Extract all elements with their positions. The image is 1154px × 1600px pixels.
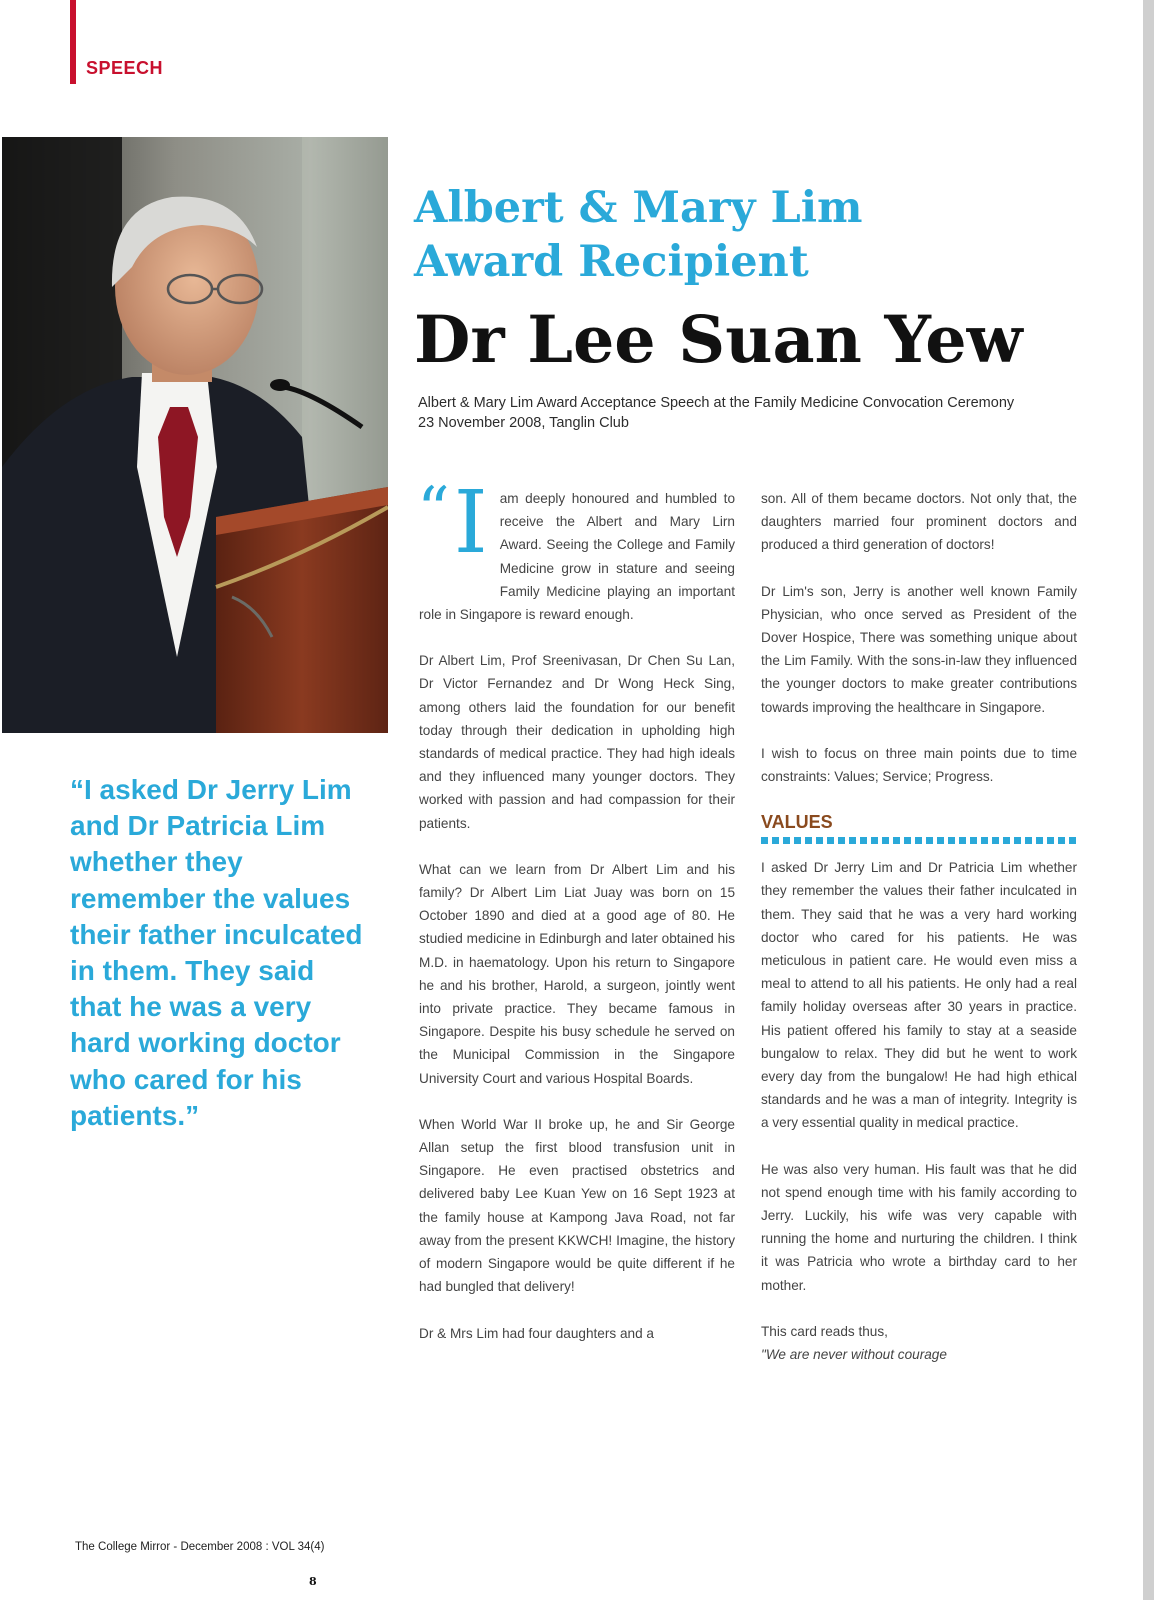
speaker-photo — [2, 137, 388, 733]
pull-quote: “I asked Dr Jerry Lim and Dr Patricia Lim whether they remember the values their father inculcated in them. They said that he was a very hard working doctor who cared for his patients.” — [70, 774, 363, 1131]
page-number: 8 — [309, 1575, 317, 1588]
article-column-1 — [417, 473, 735, 1368]
section-heading-values: VALUES — [761, 812, 833, 833]
section-label: SPEECH — [86, 58, 164, 78]
article-paragraph: He was also very human. His fault was that he did not spend enough time with his family according to Jerry. Luckily, his wife was very capable with running the home and nurturing the children. I think it was Patricia who wrote a birthday card to her mother. — [761, 1161, 1077, 1293]
section-marker-bar — [70, 0, 76, 84]
article-paragraph: Dr Albert Lim, Prof Sreenivasan, Dr Chen Su Lan, Dr Victor Fernandez and Dr Wong Heck Sing, among others laid the foundation for our benefit today through their dedication in upholding high standards of medical practice. They had high ideals and they influenced many younger doctors. They worked with passion and had compassion for their patients. — [419, 653, 735, 831]
subtitle-date-venue: 23 November 2008, Tanglin Club — [418, 415, 629, 431]
headline-line-1: Albert & Mary Lim — [414, 183, 863, 233]
article-column-2 — [761, 487, 1077, 1389]
open-quote-mark: “ — [417, 474, 450, 548]
card-quote: "We are never without courage — [761, 1347, 947, 1363]
subtitle-event: Albert & Mary Lim Award Acceptance Speech at the Family Medicine Convocation Ceremony — [418, 395, 1015, 411]
drop-cap: I — [453, 473, 488, 573]
article-paragraph: When World War II broke up, he and Sir George Allan setup the first blood transfusion unit in Singapore. He even practised obstetrics and delivered baby Lee Kuan Yew on 16 Sept 1923 at the family house at Kampong Java Road, not far away from the present KKWCH! Imagine, the history of modern Singapore would be quite different if he had bungled that delivery! — [419, 1116, 735, 1295]
article-paragraph: Dr Lim's son, Jerry is another well known Family Physician, who once served as President of the Dover Hospice, There was something unique about the Lim Family. With the sons-in-law they influenced the younger doctors to make greater contributions towards improving the healthcare in Singapore. — [761, 583, 1077, 715]
footer-publication: The College Mirror - December 2008 : VOL 34(4) — [75, 1541, 325, 1553]
page-edge — [1143, 0, 1154, 1600]
recipient-name: Dr Lee Suan Yew — [414, 302, 1023, 378]
article-paragraph: Dr & Mrs Lim had four daughters and a — [419, 1325, 654, 1341]
article-paragraph: I asked Dr Jerry Lim and Dr Patricia Lim whether they remember the values their father inculcated in them. They said that he was a very hard working doctor who cared for his patients. He was meticulous in patient care. He would even miss a meal to attend to all his patients. He only had a real family holiday overseas after 30 years in practice. His patient offered his family to stay at a seaside bungalow to relax. They did but he went to work every day from the bungalow! He had high ethical standards and he was a man of integrity. Integrity is a very essential quality in medical practice. — [761, 860, 1077, 1131]
article-paragraph: This card reads thus, — [761, 1323, 888, 1339]
article-paragraph: son. All of them became doctors. Not only that, the daughters married four prominent doctors and produced a third generation of doctors! — [761, 491, 1077, 553]
article-paragraph: I wish to focus on three main points due to time constraints: Values; Service; Progress. — [761, 745, 1077, 785]
dotted-divider — [761, 837, 1077, 844]
article-paragraph: “ I am deeply honoured and humbled to receive the Albert and Mary Lirn Award. Seeing the College and Family Medicine grow in stature and seeing Family Medicine playing an important role in Singapore is reward enough. — [417, 473, 735, 623]
article-paragraph: What can we learn from Dr Albert Lim and his family? Dr Albert Lim Liat Juay was born on 15 October 1890 and died at a good age of 80. He studied medicine in Edinburgh and later obtained his M.D. in haematology. Upon his return to Singapore he and his brother, Harold, a surgeon, jointly went into private practice. They became famous in Singapore. Despite his busy schedule he served on the Municipal Commission in the Singapore University Court and various Hospital Boards. — [419, 861, 735, 1086]
headline — [414, 181, 1114, 289]
headline-line-2: Award Recipient — [414, 237, 809, 287]
subtitle — [418, 393, 1118, 433]
